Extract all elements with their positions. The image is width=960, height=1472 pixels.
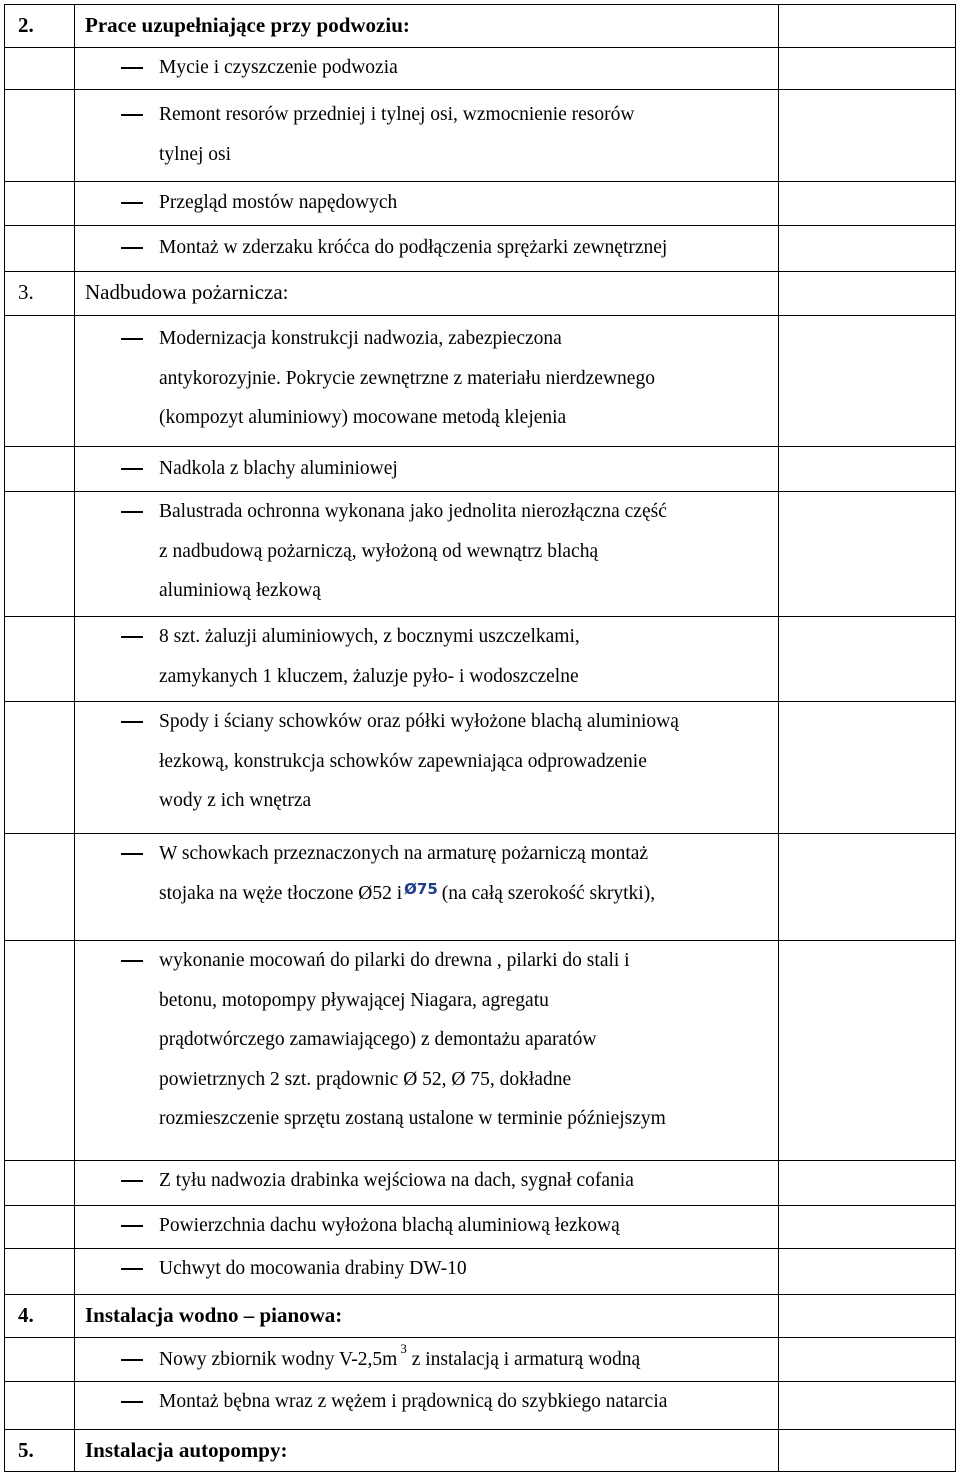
extra-cell [779,1206,956,1249]
number-cell [5,1206,75,1249]
item-line-part: (na całą szerokość skrytki), [441,882,656,904]
item-line: Balustrada ochronna wykonana jako jednolita nierozłączna część [159,501,667,522]
section-title: Instalacja wodno – pianowa: [75,1295,779,1338]
section-number: 3. [5,272,75,316]
item-description [75,1338,779,1382]
item-description [75,702,779,834]
item-row [5,834,956,941]
extra-cell [779,1295,956,1338]
dash-bullet [121,202,143,204]
item-description [75,1206,779,1249]
item-description [75,1382,779,1430]
item-line: W schowkach przeznaczonych na armaturę pożarniczą montaż [159,843,649,864]
dash-bullet [121,511,143,513]
number-cell [5,1161,75,1206]
item-line: zamykanych 1 kluczem, żaluzje pyło- i wodoszczelne [159,665,579,687]
item-line: betonu, motopompy pływającej Niagara, agregatu [159,989,549,1011]
extra-cell [779,702,956,834]
dash-bullet [121,247,143,249]
item-line: Remont resorów przedniej i tylnej osi, wzmocnienie resorów [159,104,635,125]
dash-bullet [121,338,143,340]
item-line: antykorozyjnie. Pokrycie zewnętrzne z materiału nierdzewnego [159,367,655,389]
item-line [159,874,778,914]
item-description [75,617,779,702]
section-header-row [5,272,956,316]
number-cell [5,48,75,90]
item-line: Nadkola z blachy aluminiowej [159,458,398,479]
item-description [75,1161,779,1206]
number-cell [5,834,75,941]
item-description [75,447,779,492]
dash-bullet [121,960,143,962]
item-row [5,617,956,702]
extra-cell [779,48,956,90]
item-line [159,1340,778,1381]
extra-cell [779,5,956,48]
item-line: tylnej osi [159,143,232,165]
extra-cell [779,90,956,182]
item-row [5,447,956,492]
number-cell [5,492,75,617]
dash-bullet [121,1401,143,1403]
item-description [75,226,779,272]
superscript: 3 [400,1341,407,1356]
item-row [5,492,956,617]
item-line: Powierzchnia dachu wyłożona blachą aluminiową łezkową [159,1215,620,1236]
extra-cell [779,1382,956,1430]
section-header-row [5,1430,956,1472]
item-row [5,1161,956,1206]
item-row [5,90,956,182]
item-line: rozmieszczenie sprzętu zostaną ustalone w terminie późniejszym [159,1108,666,1129]
item-line: Uchwyt do mocowania drabiny DW-10 [159,1258,467,1279]
number-cell [5,941,75,1161]
extra-cell [779,1161,956,1206]
dash-bullet [121,67,143,69]
item-row [5,48,956,90]
extra-cell [779,272,956,316]
item-description [75,90,779,182]
item-description [75,834,779,941]
number-cell [5,226,75,272]
item-description [75,941,779,1161]
section-header-row [5,1295,956,1338]
number-cell [5,617,75,702]
dash-bullet [121,1225,143,1227]
section-title: Prace uzupełniające przy podwoziu: [75,5,779,48]
section-number: 4. [5,1295,75,1338]
number-cell [5,702,75,834]
dash-bullet [121,721,143,723]
item-line: aluminiową łezkową [159,580,321,601]
item-line: Modernizacja konstrukcji nadwozia, zabezpieczona [159,328,562,349]
extra-cell [779,226,956,272]
item-line: Montaż bębna wraz z wężem i prądownicą do szybkiego natarcia [159,1391,668,1412]
number-cell [5,1249,75,1295]
section-number: 2. [5,5,75,48]
specification-table [4,4,956,1472]
diameter-75-image: Ø75 [404,880,438,899]
extra-cell [779,182,956,226]
item-line: 8 szt. żaluzji aluminiowych, z bocznymi uszczelkami, [159,626,580,647]
item-description [75,182,779,226]
extra-cell [779,492,956,617]
item-line: powietrznych 2 szt. prądownic Ø 52, Ø 75, dokładne [159,1068,572,1090]
item-row [5,226,956,272]
section-title: Nadbudowa pożarnicza: [75,272,779,316]
item-description [75,492,779,617]
item-line: wykonanie mocowań do pilarki do drewna , pilarki do stali i [159,950,630,971]
number-cell [5,316,75,447]
item-line: z nadbudową pożarniczą, wyłożoną od wewnątrz blachą [159,540,599,562]
item-line-part: z instalacją i armaturą wodną [411,1349,641,1370]
item-line: łezkową, konstrukcja schowków zapewniająca odprowadzenie [159,750,647,772]
item-line: Mycie i czyszczenie podwozia [159,57,398,78]
item-line: (kompozyt aluminiowy) mocowane metodą klejenia [159,407,567,428]
item-row [5,1206,956,1249]
item-line-part: Nowy zbiornik wodny V-2,5m [159,1349,398,1370]
dash-bullet [121,853,143,855]
extra-cell [779,941,956,1161]
dash-bullet [121,468,143,470]
extra-cell [779,447,956,492]
extra-cell [779,1338,956,1382]
item-line: Przegląd mostów napędowych [159,192,398,213]
number-cell [5,1382,75,1430]
extra-cell [779,617,956,702]
extra-cell [779,834,956,941]
item-row [5,182,956,226]
item-row [5,1338,956,1382]
dash-bullet [121,1180,143,1182]
extra-cell [779,1249,956,1295]
item-row [5,1382,956,1430]
item-description [75,48,779,90]
item-description [75,1249,779,1295]
item-line: Montaż w zderzaku króćca do podłączenia sprężarki zewnętrznej [159,237,668,258]
item-row [5,1249,956,1295]
section-number: 5. [5,1430,75,1472]
number-cell [5,182,75,226]
item-row [5,941,956,1161]
number-cell [5,447,75,492]
extra-cell [779,316,956,447]
section-title: Instalacja autopompy: [75,1430,779,1472]
number-cell [5,90,75,182]
item-description [75,316,779,447]
extra-cell [779,1430,956,1472]
item-line-part: stojaka na węże tłoczone Ø52 i [159,882,403,904]
dash-bullet [121,114,143,116]
item-row [5,702,956,834]
dash-bullet [121,1268,143,1270]
number-cell [5,1338,75,1382]
item-row [5,316,956,447]
dash-bullet [121,1359,143,1361]
item-line: Z tyłu nadwozia drabinka wejściowa na dach, sygnał cofania [159,1170,634,1191]
item-line: Spody i ściany schowków oraz półki wyłożone blachą aluminiową [159,711,679,732]
item-line: wody z ich wnętrza [159,790,312,811]
section-header-row [5,5,956,48]
dash-bullet [121,636,143,638]
item-line: prądotwórczego zamawiającego) z demontażu aparatów [159,1029,597,1050]
